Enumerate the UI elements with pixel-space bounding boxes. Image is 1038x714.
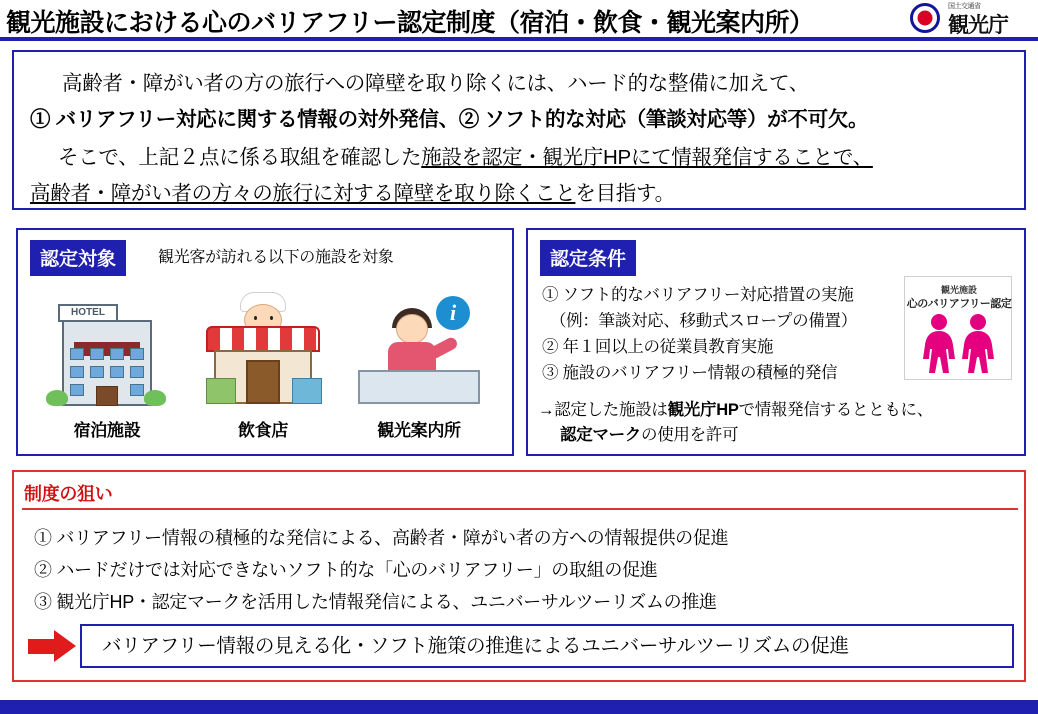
lead-line-4-plain: を目指す。 bbox=[575, 182, 675, 205]
restaurant-chef-icon bbox=[188, 286, 338, 408]
certification-conditions-box bbox=[526, 228, 1026, 456]
condition-line-4: ③ 施設のバリアフリー情報の積極的発信 bbox=[542, 364, 838, 382]
conditions-footer bbox=[538, 398, 1018, 448]
mark-title-main: 心のバリアフリー認定 bbox=[906, 298, 1012, 310]
aim-tag: 制度の狙い bbox=[24, 484, 113, 504]
conditions-footer-2a: 認定マーク bbox=[560, 426, 642, 444]
page-title: 観光施設における心のバリアフリー認定制度（宿泊・飲食・観光案内所） bbox=[6, 9, 814, 37]
lead-line-3-underline: 施設を認定・観光庁HPにて情報発信することで、 bbox=[421, 146, 873, 169]
header-divider bbox=[0, 37, 1038, 41]
aim-line-2: ② ハードだけでは対応できないソフト的な「心のバリアフリー」の取組の促進 bbox=[34, 560, 658, 580]
hotel-building-icon bbox=[32, 286, 182, 408]
target-item-restaurant bbox=[188, 286, 338, 441]
footer-strip bbox=[0, 700, 1038, 714]
aim-line-3: ③ 観光庁HP・認定マークを活用した情報発信による、ユニバーサルツーリズムの推進 bbox=[34, 592, 717, 612]
lead-line-2: ① バリアフリー対応に関する情報の対外発信、② ソフト的な対応（筆談対応等）が不可欠。 bbox=[30, 108, 869, 131]
information-badge: i bbox=[436, 296, 470, 330]
certification-mark-card bbox=[904, 276, 1012, 380]
mark-title-small: 観光施設 bbox=[940, 285, 977, 295]
barrier-free-certification-mark-icon bbox=[917, 313, 1001, 373]
target-label-restaurant: 飲食店 bbox=[237, 421, 289, 440]
target-item-hotel bbox=[32, 286, 182, 441]
condition-line-1: ① ソフト的なバリアフリー対応措置の実施 bbox=[542, 286, 854, 304]
conditions-tag: 認定条件 bbox=[540, 240, 636, 276]
target-label-info-center: 観光案内所 bbox=[377, 421, 461, 440]
target-item-info-center bbox=[344, 286, 494, 441]
conditions-footer-2b: の使用を許可 bbox=[641, 426, 739, 444]
conditions-footer-1b: 観光庁HP bbox=[667, 401, 739, 419]
lead-line-4-underline: 高齢者・障がい者の方々の旅行に対する障壁を取り除くこと bbox=[30, 182, 576, 205]
target-label-hotel: 宿泊施設 bbox=[73, 421, 141, 440]
targets-tag: 認定対象 bbox=[30, 240, 126, 276]
condition-line-3: ② 年１回以上の従業員教育実施 bbox=[542, 338, 774, 356]
lead-line-3 bbox=[58, 140, 873, 170]
hotel-sign-text: HOTEL bbox=[58, 304, 118, 322]
agency-ministry-label: 国土交通省 bbox=[948, 3, 981, 10]
lead-line-3-plain: そこで、上記２点に係る取組を確認した bbox=[58, 146, 422, 169]
policy-aim-box bbox=[12, 470, 1026, 682]
lead-line-1: 高齢者・障がい者の方の旅行への障壁を取り除くには、ハード的な整備に加えて、 bbox=[62, 72, 809, 95]
condition-line-2: （例：筆談対応、移動式スロープの備置） bbox=[542, 312, 857, 330]
tourist-information-icon bbox=[344, 286, 494, 408]
conditions-footer-1c: で情報発信するとともに、 bbox=[738, 401, 933, 419]
targets-subtitle: 観光客が訪れる以下の施設を対象 bbox=[158, 249, 394, 266]
japan-flag-circle-icon bbox=[910, 3, 940, 33]
conditions-list bbox=[542, 282, 882, 386]
conditions-footer-line-2 bbox=[538, 423, 1018, 448]
aim-conclusion-banner: バリアフリー情報の見える化・ソフト施策の推進によるユニバーサルツーリズムの促進 bbox=[80, 624, 1014, 668]
conditions-footer-1a: →認定した施設は bbox=[538, 401, 668, 419]
conditions-footer-line-1 bbox=[538, 398, 1018, 423]
lead-summary-box bbox=[12, 50, 1026, 210]
agency-name-label: 観光庁 bbox=[948, 14, 1008, 37]
page-header bbox=[0, 0, 1038, 40]
lead-line-4 bbox=[30, 176, 675, 206]
certification-targets-box bbox=[16, 228, 514, 456]
aim-divider bbox=[22, 508, 1018, 510]
right-arrow-icon bbox=[28, 630, 76, 662]
agency-logo bbox=[910, 0, 1030, 38]
aim-line-1: ① バリアフリー情報の積極的な発信による、高齢者・障がい者の方への情報提供の促進 bbox=[34, 528, 729, 548]
